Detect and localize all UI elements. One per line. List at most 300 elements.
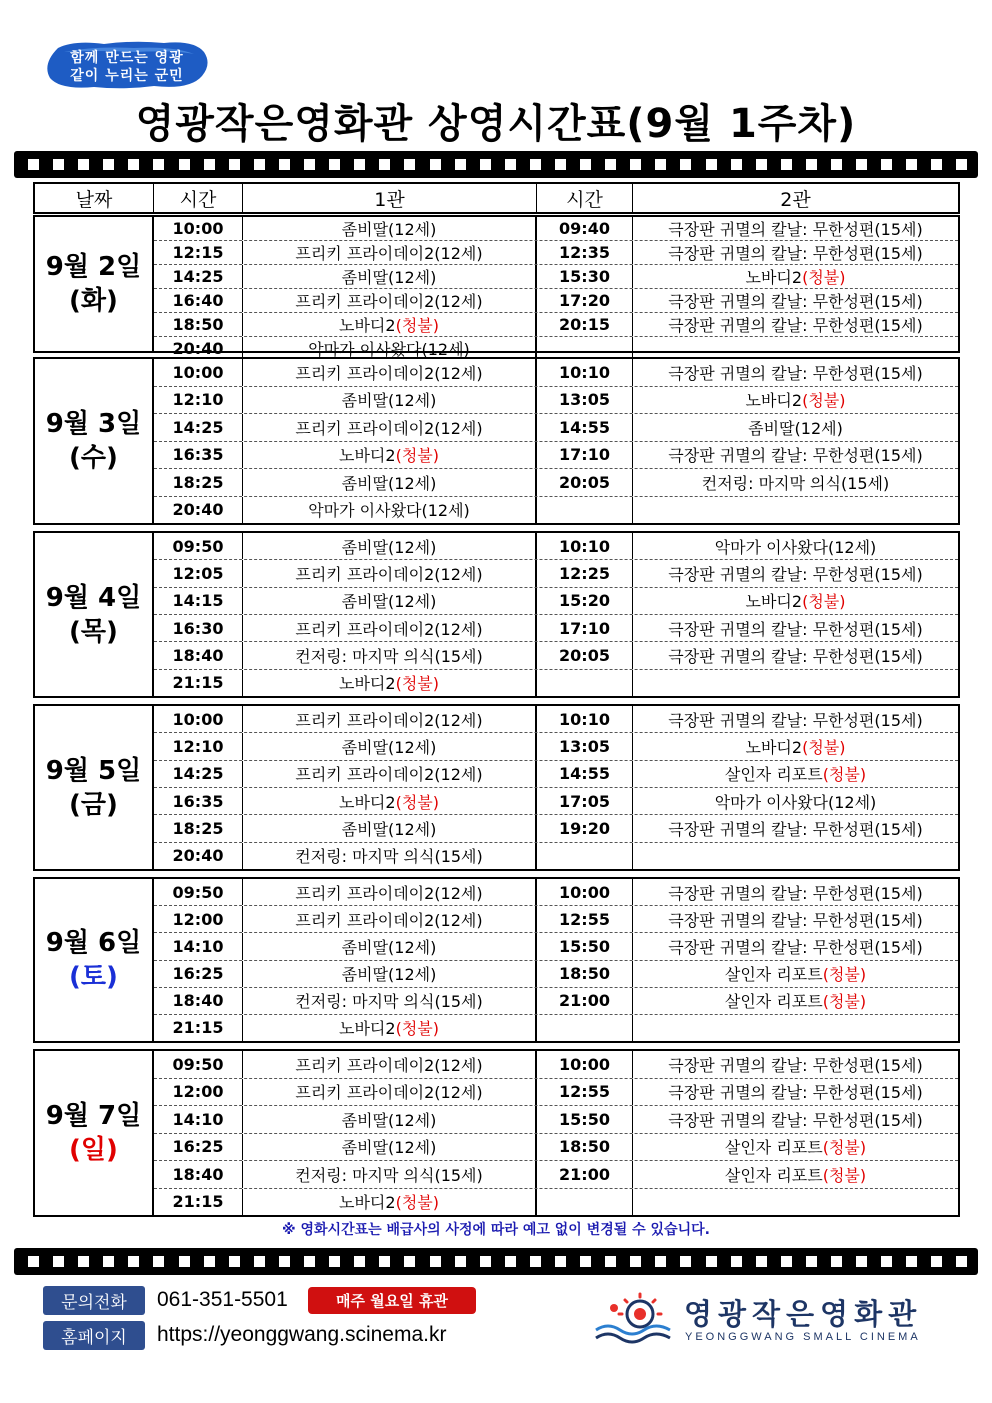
phone-number[interactable]: 061-351-5501	[157, 1288, 288, 1311]
hall2-time	[537, 706, 633, 732]
hall2-movie	[633, 387, 958, 414]
hall1-movie	[243, 733, 537, 759]
table-row	[154, 442, 958, 470]
time-text: 20:40	[172, 339, 224, 358]
hall1-movie	[243, 560, 537, 586]
film-hole	[153, 159, 164, 170]
movie-rating: (12세)	[434, 765, 483, 785]
day-block	[33, 531, 960, 698]
film-hole	[555, 1256, 566, 1267]
hall2-movie	[633, 469, 958, 496]
hall1-time	[154, 442, 243, 469]
day-label	[35, 1051, 154, 1215]
day-block	[33, 1049, 960, 1217]
movie-title: 좀비딸	[341, 592, 389, 612]
film-hole	[505, 1256, 516, 1267]
table-row	[154, 241, 958, 265]
table-row	[154, 560, 958, 587]
time-text: 20:05	[559, 472, 610, 492]
movie-title: 노바디2	[339, 1193, 396, 1213]
movie-rating: (청불)	[395, 1193, 439, 1213]
hall1-movie	[243, 906, 537, 932]
hall2-time	[537, 879, 633, 905]
movie-title: 극장판 귀멸의 칼날: 무한성편	[668, 446, 875, 466]
time-text: 20:40	[172, 846, 224, 866]
time-text: 13:05	[559, 736, 610, 756]
movie-title: 극장판 귀멸의 칼날: 무한성편	[668, 292, 875, 311]
time-text: 18:50	[559, 964, 610, 984]
film-hole	[731, 1256, 742, 1267]
movie-title: 좀비딸	[341, 537, 389, 557]
movie-rating: (12세)	[434, 910, 483, 930]
hall2-movie	[633, 879, 958, 905]
hall2-time	[537, 642, 633, 668]
time-text: 21:15	[172, 1192, 224, 1212]
table-row	[154, 359, 958, 387]
table-row	[154, 414, 958, 442]
film-hole	[706, 1256, 717, 1267]
film-hole	[605, 159, 616, 170]
hall1-time	[154, 1079, 243, 1106]
movie-rating: (15세)	[434, 992, 483, 1012]
movie-rating: (12세)	[434, 292, 483, 311]
hall1-movie	[243, 588, 537, 614]
film-hole	[680, 1256, 691, 1267]
table-row	[154, 387, 958, 415]
movie-title: 살인자 리포트	[724, 992, 823, 1012]
movie-rating: (12세)	[434, 1055, 483, 1075]
film-hole	[53, 159, 64, 170]
time-text: 09:40	[559, 219, 610, 238]
hall2-time	[537, 560, 633, 586]
time-text: 16:35	[172, 791, 224, 811]
hall1-movie	[243, 988, 537, 1014]
table-row	[154, 1106, 958, 1134]
time-text: 10:00	[172, 362, 224, 382]
movie-rating: (12세)	[434, 619, 483, 639]
time-text: 18:40	[172, 645, 224, 665]
time-text: 17:10	[559, 618, 610, 638]
hall2-movie	[633, 670, 958, 696]
film-hole	[881, 159, 892, 170]
hall2-time	[537, 588, 633, 614]
movie-title: 프리키 프라이데이2	[295, 1083, 435, 1103]
movie-title: 극장판 귀멸의 칼날: 무한성편	[668, 220, 875, 239]
movie-title: 노바디2	[339, 446, 396, 466]
film-hole	[78, 1256, 89, 1267]
film-hole	[254, 159, 265, 170]
movie-rating: (12세)	[388, 937, 437, 957]
film-hole	[630, 1256, 641, 1267]
film-hole	[781, 159, 792, 170]
hall1-movie	[243, 359, 537, 386]
hall2-time	[537, 497, 633, 524]
hall1-movie	[243, 788, 537, 814]
film-hole	[53, 1256, 64, 1267]
table-row	[154, 1161, 958, 1189]
time-text: 14:55	[559, 764, 610, 784]
film-hole	[831, 1256, 842, 1267]
showtime-rows	[154, 359, 958, 523]
movie-title: 극장판 귀멸의 칼날: 무한성편	[668, 937, 875, 957]
day-label	[35, 217, 154, 351]
movie-title: 프리키 프라이데이2	[295, 710, 435, 730]
hall1-movie	[243, 313, 537, 336]
movie-title: 노바디2	[339, 792, 396, 812]
movie-title: 극장판 귀멸의 칼날: 무한성편	[668, 1055, 875, 1075]
film-hole	[881, 1256, 892, 1267]
movie-rating: (12세)	[388, 537, 437, 557]
table-row	[154, 961, 958, 988]
hall1-time	[154, 469, 243, 496]
hall2-time	[537, 414, 633, 441]
time-text: 10:00	[559, 882, 610, 902]
film-hole	[530, 159, 541, 170]
day-label	[35, 879, 154, 1041]
time-text: 20:15	[559, 315, 610, 334]
table-row	[154, 733, 958, 760]
hall1-time	[154, 1134, 243, 1161]
hall1-movie	[243, 265, 537, 288]
day-weekday: (수)	[69, 443, 118, 473]
movie-rating: (청불)	[822, 1138, 867, 1158]
time-text: 16:35	[172, 445, 224, 465]
hall1-time	[154, 313, 243, 336]
film-hole	[906, 1256, 917, 1267]
table-row	[154, 1015, 958, 1041]
header-hall-1: 1관	[243, 184, 537, 212]
movie-rating: (15세)	[434, 847, 483, 867]
hall2-time	[537, 442, 633, 469]
movie-rating: (15세)	[874, 220, 923, 239]
hall2-movie	[633, 1015, 958, 1041]
hall2-movie	[633, 933, 958, 959]
movie-title: 컨저링: 마지막 의식	[701, 473, 841, 493]
page-title: 영광작은영화관 상영시간표(9월 1주차)	[135, 101, 857, 147]
film-hole	[455, 159, 466, 170]
film-hole	[831, 159, 842, 170]
hall1-movie	[243, 879, 537, 905]
table-row	[154, 933, 958, 960]
movie-title: 극장판 귀멸의 칼날: 무한성편	[668, 564, 875, 584]
table-row	[154, 1134, 958, 1162]
time-text: 14:15	[172, 591, 224, 611]
movie-rating: (청불)	[802, 592, 846, 612]
hall2-time	[537, 906, 633, 932]
movie-rating: (15세)	[840, 473, 890, 493]
movie-rating: (15세)	[874, 564, 923, 584]
movie-rating: (15세)	[874, 1083, 923, 1103]
movie-title: 노바디2	[745, 268, 803, 287]
hall2-time	[537, 1134, 633, 1161]
slogan-line-2: 같이 누리는 군민	[70, 68, 184, 84]
film-hole	[455, 1256, 466, 1267]
time-text: 18:40	[172, 1164, 224, 1184]
movie-rating: (15세)	[434, 646, 483, 666]
movie-rating: (15세)	[874, 710, 923, 730]
movie-title: 좀비딸	[341, 391, 389, 411]
movie-title: 좀비딸	[341, 937, 389, 957]
movie-title: 노바디2	[745, 391, 803, 411]
hall1-movie	[243, 843, 537, 869]
schedule-notice: ※ 영화시간표는 배급사의 사정에 따라 예고 없이 변경될 수 있습니다.	[282, 1222, 710, 1238]
time-text: 10:00	[172, 219, 224, 238]
hall2-time	[537, 217, 633, 240]
hall2-movie	[633, 588, 958, 614]
film-hole	[956, 159, 967, 170]
hall1-movie	[243, 706, 537, 732]
movie-title: 프리키 프라이데이2	[295, 910, 435, 930]
filmstrip-top	[14, 151, 978, 178]
film-hole	[756, 159, 767, 170]
movie-rating: (15세)	[874, 619, 923, 639]
movie-rating: (15세)	[434, 1165, 483, 1185]
hall1-movie	[243, 615, 537, 641]
film-hole	[580, 1256, 591, 1267]
day-date: 9월 3일	[45, 409, 142, 439]
time-text: 14:10	[172, 1109, 224, 1129]
table-row	[154, 670, 958, 696]
showtime-rows	[154, 533, 958, 696]
film-hole	[430, 159, 441, 170]
homepage-link[interactable]: https://yeonggwang.scinema.kr	[157, 1323, 447, 1346]
film-hole	[329, 1256, 340, 1267]
film-hole	[655, 1256, 666, 1267]
film-hole	[153, 1256, 164, 1267]
time-text: 14:10	[172, 936, 224, 956]
movie-rating: (12세)	[827, 537, 877, 557]
hall2-movie	[633, 497, 958, 524]
film-hole	[931, 1256, 942, 1267]
logo-english: YEONGGWANG SMALL CINEMA	[685, 1331, 921, 1343]
day-weekday: (목)	[69, 616, 118, 647]
movie-rating: (15세)	[874, 446, 923, 466]
time-text: 12:10	[172, 736, 224, 756]
movie-rating: (12세)	[434, 710, 483, 730]
movie-title: 좀비딸	[748, 418, 795, 438]
day-date: 9월 4일	[45, 582, 142, 613]
film-hole	[329, 159, 340, 170]
hall1-time	[154, 670, 243, 696]
closed-day-badge: 매주 월요일 휴관	[308, 1287, 476, 1314]
time-text: 10:00	[172, 709, 224, 729]
time-text: 18:40	[172, 991, 224, 1011]
film-hole	[128, 159, 139, 170]
movie-rating: (15세)	[874, 292, 923, 311]
film-hole	[279, 1256, 290, 1267]
table-row	[154, 706, 958, 733]
hall2-time	[537, 788, 633, 814]
time-text: 20:05	[559, 645, 610, 665]
film-hole	[204, 1256, 215, 1267]
movie-title: 극장판 귀멸의 칼날: 무한성편	[668, 646, 875, 666]
movie-title: 프리키 프라이데이2	[295, 363, 435, 383]
movie-rating: (청불)	[822, 992, 867, 1012]
movie-title: 프리키 프라이데이2	[295, 244, 435, 263]
movie-title: 악마가 이사왔다	[714, 792, 828, 812]
hall2-time	[537, 988, 633, 1014]
showtime-rows	[154, 217, 958, 359]
hall2-movie	[633, 815, 958, 841]
time-text: 18:25	[172, 818, 224, 838]
time-text: 12:35	[559, 243, 610, 262]
hall1-time	[154, 217, 243, 240]
time-text: 12:25	[559, 563, 610, 583]
hall1-time	[154, 761, 243, 787]
movie-title: 악마가 이사왔다	[714, 537, 828, 557]
film-hole	[229, 1256, 240, 1267]
day-block	[33, 877, 960, 1043]
day-date: 9월 6일	[45, 928, 142, 958]
film-hole	[204, 159, 215, 170]
hall1-movie	[243, 1106, 537, 1133]
hall1-movie	[243, 1079, 537, 1106]
time-text: 10:10	[559, 362, 610, 382]
table-row	[154, 497, 958, 524]
day-weekday: (화)	[69, 286, 118, 316]
hall2-movie	[633, 217, 958, 240]
hall2-time	[537, 241, 633, 264]
movie-title: 프리키 프라이데이2	[295, 619, 435, 639]
table-row	[154, 217, 958, 241]
movie-rating: (12세)	[388, 737, 437, 757]
day-label	[35, 533, 154, 696]
time-text: 13:05	[559, 390, 610, 410]
film-hole	[103, 159, 114, 170]
film-hole	[279, 159, 290, 170]
hall2-movie	[633, 265, 958, 288]
movie-title: 살인자 리포트	[724, 965, 823, 985]
hall2-movie	[633, 1051, 958, 1078]
table-row	[154, 265, 958, 289]
movie-title: 프리키 프라이데이2	[295, 418, 435, 438]
movie-rating: (12세)	[388, 268, 437, 287]
hall1-time	[154, 988, 243, 1014]
movie-title: 극장판 귀멸의 칼날: 무한성편	[668, 883, 875, 903]
time-text: 14:25	[172, 417, 224, 437]
cinema-logo	[592, 1292, 952, 1352]
day-label	[35, 706, 154, 869]
time-text: 10:10	[559, 709, 610, 729]
time-text: 17:10	[559, 445, 610, 465]
hall1-movie	[243, 1015, 537, 1041]
movie-title: 좀비딸	[341, 965, 389, 985]
table-row	[154, 906, 958, 933]
movie-title: 살인자 리포트	[724, 1165, 823, 1185]
time-text: 10:10	[559, 536, 610, 556]
table-row	[154, 615, 958, 642]
hall1-movie	[243, 469, 537, 496]
movie-rating: (청불)	[822, 965, 867, 985]
movie-title: 프리키 프라이데이2	[295, 1055, 435, 1075]
film-hole	[404, 1256, 415, 1267]
hall1-time	[154, 615, 243, 641]
film-hole	[756, 1256, 767, 1267]
film-hole	[480, 1256, 491, 1267]
time-text: 12:15	[172, 243, 224, 262]
hall1-time	[154, 414, 243, 441]
hall1-movie	[243, 642, 537, 668]
sun-wave-icon	[592, 1292, 676, 1344]
hall1-time	[154, 289, 243, 312]
film-hole	[78, 159, 89, 170]
hall2-movie	[633, 359, 958, 386]
film-hole	[354, 159, 365, 170]
movie-title: 좀비딸	[341, 1110, 389, 1130]
hall1-time	[154, 1189, 243, 1216]
movie-rating: (12세)	[421, 501, 470, 521]
hall1-time	[154, 642, 243, 668]
hall2-movie	[633, 1161, 958, 1188]
movie-rating: (12세)	[388, 220, 437, 239]
hall2-movie	[633, 313, 958, 336]
movie-rating: (12세)	[388, 819, 437, 839]
movie-title: 좀비딸	[341, 737, 389, 757]
movie-rating: (청불)	[822, 765, 867, 785]
hall1-time	[154, 241, 243, 264]
movie-title: 극장판 귀멸의 칼날: 무한성편	[668, 819, 875, 839]
movie-title: 프리키 프라이데이2	[295, 883, 435, 903]
movie-rating: (15세)	[874, 1110, 923, 1130]
hall2-time	[537, 265, 633, 288]
hall1-movie	[243, 217, 537, 240]
hall1-time	[154, 1161, 243, 1188]
movie-title: 프리키 프라이데이2	[295, 292, 435, 311]
movie-rating: (12세)	[388, 1138, 437, 1158]
hall1-movie	[243, 497, 537, 524]
table-row	[154, 843, 958, 869]
film-hole	[931, 159, 942, 170]
hall2-time	[537, 469, 633, 496]
movie-title: 좀비딸	[341, 819, 389, 839]
showtime-rows	[154, 879, 958, 1041]
hall2-time	[537, 761, 633, 787]
time-text: 14:25	[172, 764, 224, 784]
time-text: 09:50	[172, 1054, 224, 1074]
day-date: 9월 2일	[45, 252, 142, 282]
movie-title: 노바디2	[339, 674, 396, 694]
time-text: 17:05	[559, 791, 610, 811]
day-weekday: (금)	[69, 789, 118, 820]
hall2-movie	[633, 414, 958, 441]
movie-title: 악마가 이사왔다	[308, 501, 422, 521]
movie-title: 살인자 리포트	[724, 765, 823, 785]
hall2-movie	[633, 615, 958, 641]
time-text: 18:50	[559, 1137, 610, 1157]
table-row	[154, 1079, 958, 1107]
movie-title: 컨저링: 마지막 의식	[295, 1165, 435, 1185]
table-row	[154, 1189, 958, 1216]
hall2-time	[537, 359, 633, 386]
hall1-movie	[243, 761, 537, 787]
movie-title: 극장판 귀멸의 칼날: 무한성편	[668, 1110, 875, 1130]
hall1-movie	[243, 387, 537, 414]
table-row	[154, 879, 958, 906]
movie-rating: (청불)	[395, 316, 439, 335]
film-hole	[128, 1256, 139, 1267]
time-text: 18:25	[172, 472, 224, 492]
film-hole	[505, 159, 516, 170]
movie-rating: (12세)	[388, 592, 437, 612]
film-hole	[229, 159, 240, 170]
hall2-movie	[633, 843, 958, 869]
hall2-movie	[633, 906, 958, 932]
hall1-time	[154, 387, 243, 414]
time-text: 14:55	[559, 417, 610, 437]
film-hole	[806, 159, 817, 170]
hall1-time	[154, 560, 243, 586]
hall1-time	[154, 1051, 243, 1078]
